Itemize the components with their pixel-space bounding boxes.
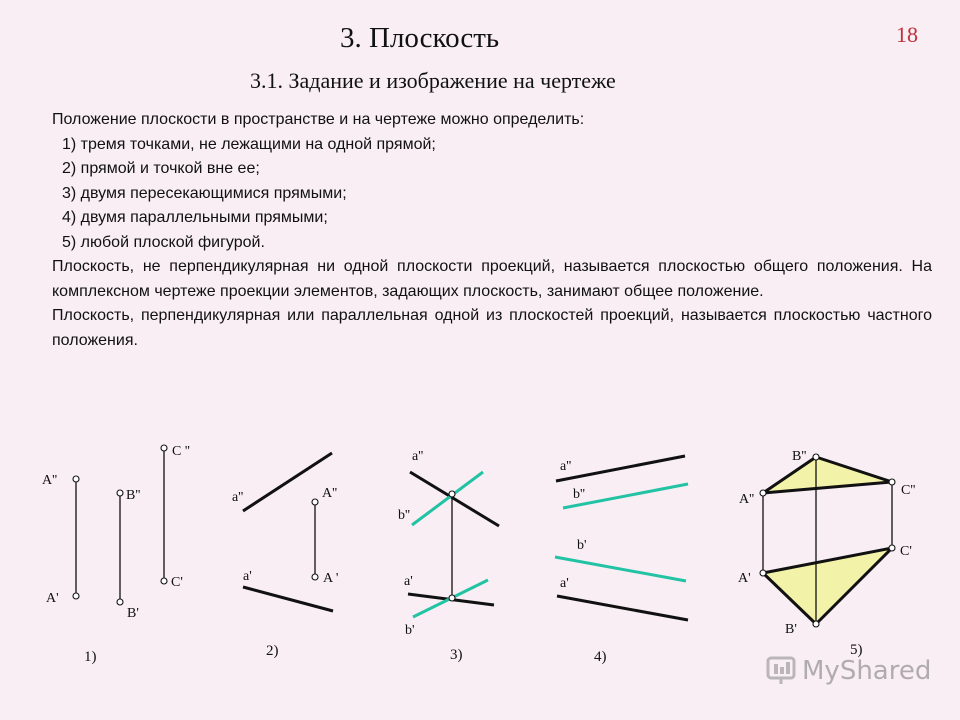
triangle-top-projection [763, 548, 892, 624]
vertex-B2 [813, 454, 819, 460]
point-A2 [312, 499, 318, 505]
point-B2 [117, 490, 123, 496]
figure-4 [555, 456, 688, 665]
label-a1: a' [560, 576, 569, 591]
label-A2: A'' [322, 486, 338, 501]
paragraph-special-position: Плоскость, перпендикулярная или параллельная одной из плоскостей проекций, называется плоскостью частного положения. [52, 307, 932, 349]
figure-1 [42, 444, 190, 665]
watermark-text: MyShared [802, 656, 932, 686]
vertex-C1 [889, 545, 895, 551]
figure-number-1: 1) [84, 649, 97, 665]
figure-3 [398, 449, 499, 663]
label-B1: B' [127, 606, 139, 621]
label-a2: a'' [560, 459, 572, 474]
point-A1 [312, 574, 318, 580]
vertex-B1 [813, 621, 819, 627]
label-A2: A'' [739, 492, 755, 507]
label-a1: a' [404, 574, 413, 589]
label-B2: B'' [126, 488, 141, 503]
page-title: 3. Плоскость [340, 22, 500, 54]
vertex-A2 [760, 490, 766, 496]
label-a2: a'' [232, 490, 244, 505]
figure-number-3: 3) [450, 647, 463, 663]
point-C1 [161, 578, 167, 584]
point-B1 [117, 599, 123, 605]
label-A1: A' [738, 571, 751, 586]
presentation-icon [766, 656, 796, 686]
section-subtitle: 3.1. Задание и изображение на чертеже [250, 68, 616, 93]
figure-number-5: 5) [850, 642, 863, 658]
point-C2 [161, 445, 167, 451]
label-B1: B' [785, 622, 797, 637]
label-b2: b'' [573, 487, 586, 502]
intersection-point-2 [449, 491, 455, 497]
point-A1 [73, 593, 79, 599]
point-A2 [73, 476, 79, 482]
label-C1: C' [171, 575, 183, 590]
label-A1: A ' [323, 571, 339, 586]
method-item: 3) двумя пересекающимися прямыми; [62, 184, 347, 202]
method-item: 5) любой плоской фигурой. [62, 233, 265, 251]
vertex-C2 [889, 479, 895, 485]
intersection-point-1 [449, 595, 455, 601]
vertex-A1 [760, 570, 766, 576]
figure-5 [738, 449, 915, 658]
figure-2 [232, 453, 338, 659]
method-item: 1) тремя точками, не лежащими на одной прямой; [62, 135, 436, 153]
label-B2: B'' [792, 449, 807, 464]
label-a1: a' [243, 569, 252, 584]
label-a2: a'' [412, 449, 424, 464]
page-number: 18 [896, 22, 918, 47]
label-b1: b' [577, 538, 587, 553]
label-C2: C '' [172, 444, 190, 459]
figure-number-4: 4) [594, 649, 607, 665]
method-item: 2) прямой и точкой вне ее; [62, 160, 260, 177]
intro-text: Положение плоскости в пространстве и на чертеже можно определить: [52, 111, 585, 128]
label-b2: b'' [398, 508, 411, 523]
watermark-logo [766, 656, 931, 686]
label-C2: C'' [901, 483, 916, 498]
label-C1: C' [900, 544, 912, 559]
label-b1: b' [405, 623, 415, 638]
paragraph-general-position: Плоскость, не перпендикулярная ни одной плоскости проекций, называется плоскостью общего положения. На комплексном чертеже проекции элементов, задающих плоскость, занимают общее положение. [52, 258, 932, 300]
triangle-front-projection [763, 457, 892, 493]
label-A1: A' [46, 591, 59, 606]
method-item: 4) двумя параллельными прямыми; [62, 209, 328, 226]
label-A2: A'' [42, 473, 58, 488]
figure-number-2: 2) [266, 643, 279, 659]
